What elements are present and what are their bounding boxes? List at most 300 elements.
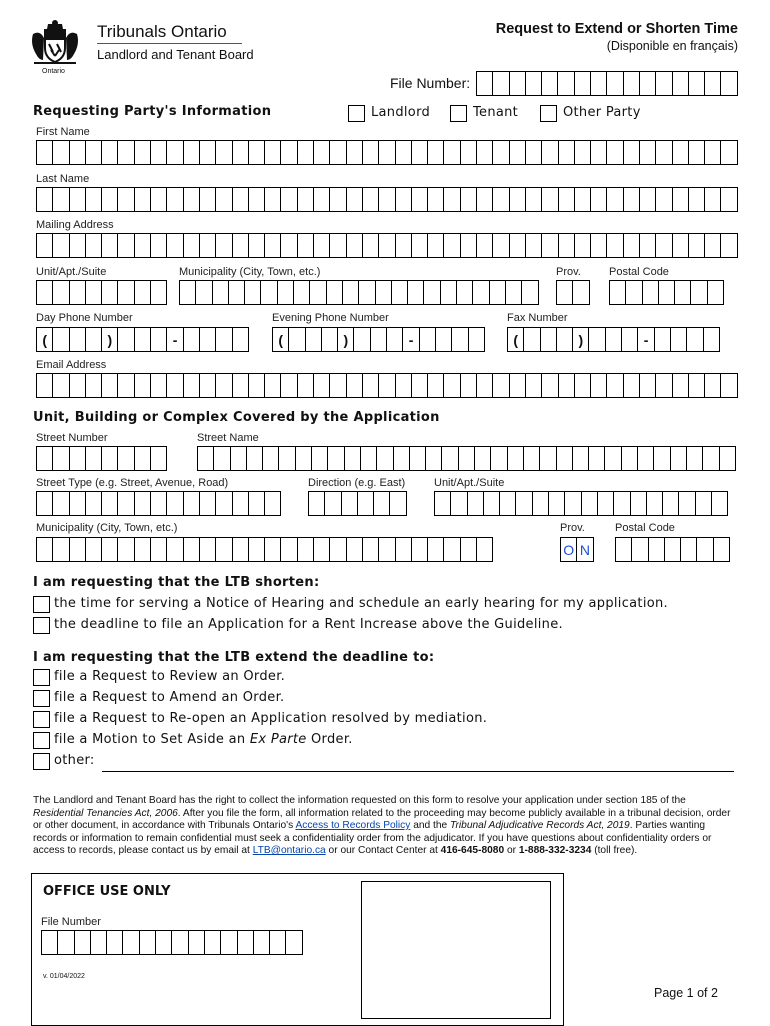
office-stamp-box xyxy=(361,881,551,1019)
char-box xyxy=(542,71,558,96)
char-box xyxy=(631,491,647,516)
extend-other-label: other: xyxy=(54,753,95,768)
char-box xyxy=(184,537,200,562)
char-box xyxy=(591,187,607,212)
ltb-email-link[interactable]: LTB@ontario.ca xyxy=(252,845,326,857)
extend-amend-label: file a Request to Amend an Order. xyxy=(54,690,285,705)
char-box xyxy=(371,327,387,352)
char-box xyxy=(118,187,134,212)
char-box xyxy=(461,373,477,398)
char-box xyxy=(632,537,648,562)
char-box xyxy=(58,930,74,955)
char-box xyxy=(687,327,703,352)
other-party-option-label: Other Party xyxy=(563,105,641,120)
char-box xyxy=(461,187,477,212)
char-box xyxy=(526,140,542,165)
char-box xyxy=(457,280,473,305)
char-box xyxy=(522,280,538,305)
char-box xyxy=(412,233,428,258)
char-box xyxy=(347,233,363,258)
email-input[interactable] xyxy=(36,373,738,398)
char-box xyxy=(606,327,622,352)
char-box xyxy=(327,280,343,305)
char-box xyxy=(394,446,410,471)
char-box xyxy=(510,233,526,258)
char-box xyxy=(461,233,477,258)
direction-input[interactable] xyxy=(308,491,407,516)
char-box xyxy=(53,537,69,562)
char-box xyxy=(557,327,573,352)
char-box: ) xyxy=(573,327,589,352)
char-box xyxy=(589,446,605,471)
street-name-input[interactable] xyxy=(197,446,736,471)
extend-review-checkbox[interactable] xyxy=(33,669,50,686)
char-box xyxy=(281,233,297,258)
mailing-address-input[interactable] xyxy=(36,233,738,258)
char-box xyxy=(189,930,205,955)
char-box xyxy=(265,233,281,258)
char-box xyxy=(41,930,58,955)
char-box xyxy=(444,140,460,165)
direction-label: Direction (e.g. East) xyxy=(308,477,406,489)
char-box xyxy=(167,233,183,258)
building-unit-input[interactable] xyxy=(434,491,728,516)
char-box xyxy=(123,930,139,955)
char-box xyxy=(298,233,314,258)
char-box: - xyxy=(167,327,183,352)
char-box xyxy=(524,327,540,352)
last-name-input[interactable] xyxy=(36,187,738,212)
char-box xyxy=(442,446,458,471)
unit-input[interactable] xyxy=(36,280,167,305)
char-box xyxy=(387,327,403,352)
page-number: Page 1 of 2 xyxy=(654,986,718,1000)
char-box xyxy=(526,187,542,212)
char-box xyxy=(345,446,361,471)
char-box xyxy=(656,233,672,258)
char-box xyxy=(322,327,338,352)
char-box xyxy=(390,491,406,516)
char-box xyxy=(135,491,151,516)
char-box xyxy=(86,327,102,352)
char-box xyxy=(330,187,346,212)
char-box xyxy=(575,187,591,212)
char-box xyxy=(712,491,728,516)
char-box xyxy=(102,187,118,212)
char-box xyxy=(118,446,134,471)
building-unit-label: Unit/Apt./Suite xyxy=(434,477,505,489)
char-box xyxy=(542,140,558,165)
char-box xyxy=(179,280,196,305)
prov-label: Prov. xyxy=(556,266,581,278)
char-box xyxy=(559,140,575,165)
extend-heading: I am requesting that the LTB extend the deadline to: xyxy=(33,650,435,665)
char-box xyxy=(358,491,374,516)
char-box xyxy=(281,373,297,398)
char-box xyxy=(308,491,325,516)
ontario-logo xyxy=(30,20,80,78)
char-box xyxy=(461,140,477,165)
char-box xyxy=(233,537,249,562)
char-box xyxy=(689,140,705,165)
char-box xyxy=(151,327,167,352)
char-box xyxy=(655,327,671,352)
char-box xyxy=(151,446,167,471)
shorten-rent-increase-checkbox[interactable] xyxy=(33,617,50,634)
char-box xyxy=(102,280,118,305)
char-box xyxy=(265,491,281,516)
char-box xyxy=(86,537,102,562)
char-box xyxy=(591,233,607,258)
char-box xyxy=(705,373,721,398)
char-box xyxy=(491,446,507,471)
char-box xyxy=(140,930,156,955)
unit-building-heading: Unit, Building or Complex Covered by the Application xyxy=(33,410,440,425)
char-box xyxy=(221,930,237,955)
char-box xyxy=(379,373,395,398)
char-box xyxy=(526,373,542,398)
char-box xyxy=(249,491,265,516)
extend-reopen-checkbox[interactable] xyxy=(33,711,50,728)
fax-label: Fax Number xyxy=(507,312,568,324)
char-box xyxy=(102,446,118,471)
char-box xyxy=(705,140,721,165)
shorten-notice-checkbox[interactable] xyxy=(33,596,50,613)
char-box xyxy=(649,537,665,562)
char-box: - xyxy=(638,327,654,352)
char-box xyxy=(473,280,489,305)
char-box xyxy=(184,140,200,165)
char-box xyxy=(428,140,444,165)
char-box xyxy=(330,140,346,165)
char-box xyxy=(469,327,485,352)
municipality-input[interactable] xyxy=(179,280,539,305)
char-box xyxy=(233,327,249,352)
char-box xyxy=(249,187,265,212)
char-box xyxy=(524,446,540,471)
char-box xyxy=(607,233,623,258)
char-box xyxy=(689,233,705,258)
office-use-heading: OFFICE USE ONLY xyxy=(43,884,171,899)
char-box xyxy=(200,233,216,258)
char-box xyxy=(444,233,460,258)
header-rule xyxy=(97,43,242,44)
char-box xyxy=(451,491,467,516)
char-box xyxy=(118,233,134,258)
char-box xyxy=(573,280,589,305)
char-box: ( xyxy=(507,327,524,352)
prov-letter: N xyxy=(577,537,593,562)
char-box xyxy=(721,373,737,398)
char-box xyxy=(721,71,737,96)
char-box xyxy=(70,233,86,258)
char-box xyxy=(721,233,737,258)
postal-code-label: Postal Code xyxy=(609,266,669,278)
char-box xyxy=(70,280,86,305)
char-box xyxy=(526,233,542,258)
char-box xyxy=(526,71,542,96)
char-box xyxy=(347,373,363,398)
char-box xyxy=(118,537,134,562)
char-box xyxy=(659,280,675,305)
tenant-checkbox[interactable] xyxy=(450,105,467,122)
char-box xyxy=(703,446,719,471)
char-box xyxy=(605,446,621,471)
char-box xyxy=(342,491,358,516)
char-box xyxy=(294,280,310,305)
char-box xyxy=(172,930,188,955)
char-box xyxy=(436,327,452,352)
char-box xyxy=(549,491,565,516)
char-box xyxy=(477,373,493,398)
char-box xyxy=(626,280,642,305)
char-box xyxy=(53,187,69,212)
unit-label: Unit/Apt./Suite xyxy=(36,266,107,278)
char-box xyxy=(151,373,167,398)
char-box xyxy=(289,327,305,352)
extend-reopen-label: file a Request to Re-open an Application resolved by mediation. xyxy=(54,711,488,726)
char-box xyxy=(265,187,281,212)
char-box xyxy=(559,187,575,212)
extend-review-label: file a Request to Review an Order. xyxy=(54,669,286,684)
char-box xyxy=(233,373,249,398)
char-box xyxy=(607,187,623,212)
evening-phone-label: Evening Phone Number xyxy=(272,312,389,324)
char-box xyxy=(135,187,151,212)
char-box xyxy=(330,537,346,562)
char-box xyxy=(379,140,395,165)
building-prov-label: Prov. xyxy=(560,522,585,534)
street-type-input[interactable] xyxy=(36,491,281,516)
char-box xyxy=(558,71,574,96)
municipality-label: Municipality (City, Town, etc.) xyxy=(179,266,321,278)
char-box xyxy=(392,280,408,305)
char-box xyxy=(721,187,737,212)
char-box xyxy=(500,491,516,516)
org-name: Tribunals Ontario xyxy=(97,22,227,41)
char-box xyxy=(135,233,151,258)
char-box xyxy=(412,373,428,398)
char-box xyxy=(233,491,249,516)
char-box xyxy=(361,446,377,471)
char-box xyxy=(565,491,581,516)
char-box xyxy=(91,930,107,955)
char-box xyxy=(477,233,493,258)
char-box xyxy=(510,187,526,212)
char-box xyxy=(640,71,656,96)
char-box xyxy=(643,280,659,305)
char-box xyxy=(343,280,359,305)
char-box: - xyxy=(403,327,419,352)
char-box xyxy=(624,233,640,258)
prov-letter: O xyxy=(560,537,577,562)
char-box xyxy=(720,446,736,471)
char-box xyxy=(216,140,232,165)
char-box xyxy=(673,71,689,96)
char-box xyxy=(184,373,200,398)
char-box xyxy=(428,537,444,562)
char-box xyxy=(298,140,314,165)
extend-amend-checkbox[interactable] xyxy=(33,690,50,707)
char-box xyxy=(691,280,707,305)
char-box xyxy=(200,537,216,562)
char-box xyxy=(102,233,118,258)
char-box xyxy=(510,140,526,165)
char-box xyxy=(213,280,229,305)
street-number-label: Street Number xyxy=(36,432,108,444)
last-name-label: Last Name xyxy=(36,173,90,185)
char-box xyxy=(379,187,395,212)
french-note: (Disponible en français) xyxy=(606,39,738,53)
char-box xyxy=(420,327,436,352)
char-box xyxy=(589,327,605,352)
char-box xyxy=(721,140,737,165)
char-box xyxy=(598,491,614,516)
char-box xyxy=(542,373,558,398)
char-box xyxy=(689,71,705,96)
char-box xyxy=(656,187,672,212)
char-box xyxy=(249,140,265,165)
char-box xyxy=(490,280,506,305)
prov-input[interactable] xyxy=(556,280,590,305)
building-municipality-input[interactable] xyxy=(36,537,493,562)
char-box xyxy=(184,491,200,516)
char-box xyxy=(640,140,656,165)
extend-other-checkbox[interactable] xyxy=(33,753,50,770)
char-box xyxy=(205,930,221,955)
char-box xyxy=(675,280,691,305)
char-box xyxy=(607,140,623,165)
char-box xyxy=(363,233,379,258)
char-box xyxy=(298,373,314,398)
char-box: ) xyxy=(102,327,118,352)
char-box xyxy=(347,140,363,165)
file-number-label: File Number: xyxy=(390,75,471,91)
char-box xyxy=(53,140,69,165)
first-name-input[interactable] xyxy=(36,140,738,165)
char-box xyxy=(516,491,532,516)
other-reason-line[interactable] xyxy=(102,771,734,772)
char-box xyxy=(314,140,330,165)
street-number-input[interactable] xyxy=(36,446,167,471)
char-box xyxy=(36,537,53,562)
requesting-party-heading: Requesting Party's Information xyxy=(33,104,272,119)
other-party-checkbox[interactable] xyxy=(540,105,557,122)
postal-code-input[interactable] xyxy=(609,280,724,305)
char-box xyxy=(151,233,167,258)
char-box xyxy=(354,327,370,352)
char-box xyxy=(363,537,379,562)
shorten-notice-label: the time for serving a Notice of Hearing and schedule an early hearing for my application. xyxy=(54,596,668,611)
char-box xyxy=(75,930,91,955)
char-box xyxy=(151,280,167,305)
char-box xyxy=(102,537,118,562)
char-box xyxy=(53,327,69,352)
char-box xyxy=(36,280,53,305)
street-type-label: Street Type (e.g. Street, Avenue, Road) xyxy=(36,477,229,489)
char-box xyxy=(279,446,295,471)
char-box xyxy=(216,491,232,516)
char-box xyxy=(540,446,556,471)
shorten-rent-increase-label: the deadline to file an Application for a Rent Increase above the Guideline. xyxy=(54,617,563,632)
logo-text: Ontario xyxy=(42,68,65,75)
char-box xyxy=(622,327,638,352)
char-box xyxy=(665,537,681,562)
char-box xyxy=(263,446,279,471)
char-box xyxy=(184,327,200,352)
char-box xyxy=(310,280,326,305)
evening-phone-input[interactable] xyxy=(272,327,485,352)
char-box xyxy=(167,187,183,212)
char-box xyxy=(410,446,426,471)
char-box xyxy=(347,537,363,562)
building-postal-label: Postal Code xyxy=(615,522,675,534)
first-name-label: First Name xyxy=(36,126,90,138)
char-box xyxy=(70,140,86,165)
file-number-input[interactable] xyxy=(476,71,738,96)
char-box xyxy=(135,280,151,305)
mailing-address-label: Mailing Address xyxy=(36,219,114,231)
char-box xyxy=(270,930,286,955)
char-box xyxy=(477,537,493,562)
extend-set-aside-label: file a Motion to Set Aside an Ex Parte Order. xyxy=(54,732,353,747)
char-box xyxy=(475,446,491,471)
char-box xyxy=(53,280,69,305)
char-box xyxy=(542,233,558,258)
char-box xyxy=(444,537,460,562)
char-box xyxy=(70,446,86,471)
char-box xyxy=(306,327,322,352)
char-box xyxy=(247,446,263,471)
access-to-records-link[interactable]: Access to Records Policy xyxy=(295,820,411,832)
char-box xyxy=(426,446,442,471)
char-box xyxy=(697,537,713,562)
char-box xyxy=(314,233,330,258)
char-box xyxy=(167,373,183,398)
char-box xyxy=(229,280,245,305)
char-box xyxy=(135,373,151,398)
char-box xyxy=(510,373,526,398)
char-box xyxy=(374,491,390,516)
char-box xyxy=(314,537,330,562)
office-file-number-input[interactable] xyxy=(41,930,303,955)
char-box xyxy=(408,280,424,305)
building-prov-input[interactable] xyxy=(560,537,594,562)
char-box xyxy=(296,446,312,471)
char-box xyxy=(102,491,118,516)
landlord-checkbox[interactable] xyxy=(348,105,365,122)
char-box xyxy=(673,373,689,398)
char-box xyxy=(506,280,522,305)
char-box xyxy=(705,233,721,258)
building-postal-input[interactable] xyxy=(615,537,730,562)
char-box xyxy=(591,71,607,96)
char-box xyxy=(493,373,509,398)
char-box xyxy=(434,491,451,516)
fax-input[interactable] xyxy=(507,327,720,352)
form-title: Request to Extend or Shorten Time xyxy=(495,21,738,37)
char-box xyxy=(705,71,721,96)
char-box xyxy=(640,373,656,398)
char-box xyxy=(36,491,53,516)
char-box xyxy=(53,373,69,398)
char-box xyxy=(591,140,607,165)
extend-set-aside-checkbox[interactable] xyxy=(33,732,50,749)
char-box xyxy=(624,140,640,165)
char-box xyxy=(53,446,69,471)
char-box xyxy=(249,233,265,258)
day-phone-input[interactable] xyxy=(36,327,249,352)
